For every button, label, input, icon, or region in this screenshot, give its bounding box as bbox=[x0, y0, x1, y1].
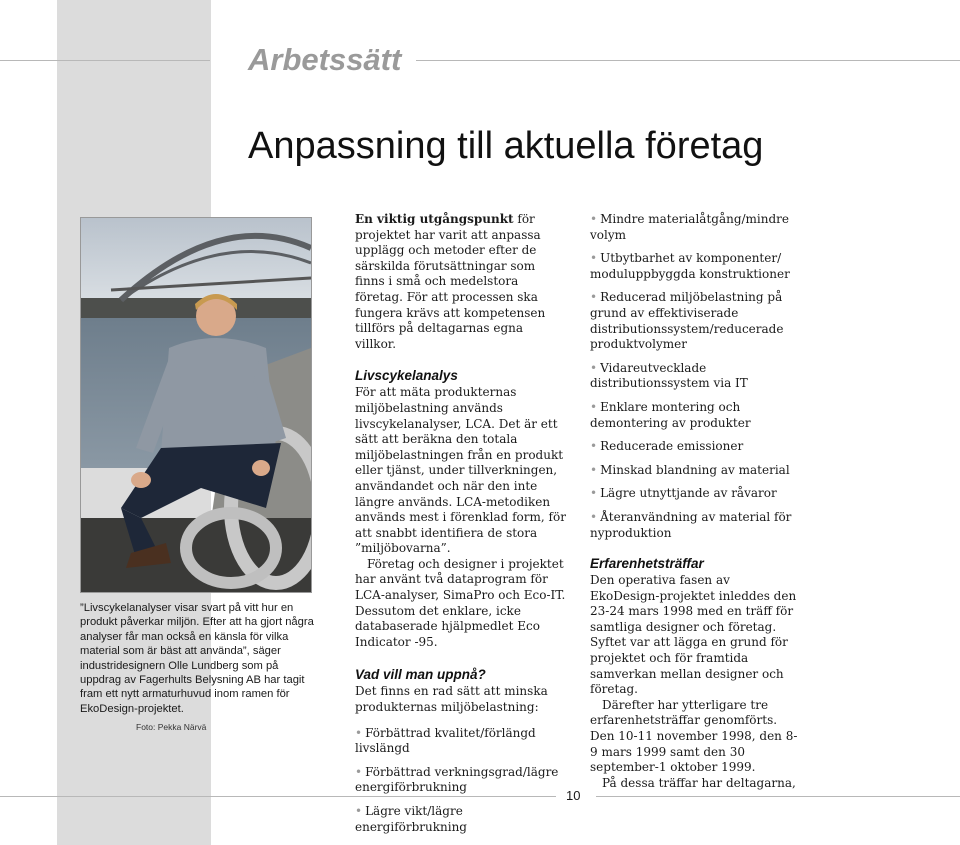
footer-rule-right bbox=[596, 796, 960, 797]
goal-bullet-list-continued bbox=[590, 212, 802, 541]
list-item: • Lägre utnyttjande av råvaror bbox=[590, 486, 777, 501]
bullet-dot-icon: • bbox=[590, 486, 598, 501]
list-item: • Utbytbarhet av komponenter/ moduluppbyggda konstruktioner bbox=[590, 251, 790, 281]
exp-paragraph-1: Den operativa fasen av EkoDesign-projektet inleddes den 23-24 mars 1998 med en träff för samtliga designer och företag. Syftet var att lägga en grund för projektet och för framtida samverkan mellan designer och företag. bbox=[590, 573, 797, 697]
text-column-middle bbox=[355, 212, 567, 843]
goal-bullet-list bbox=[355, 726, 567, 836]
footer-rule-left bbox=[0, 796, 556, 797]
list-item: • Reducerade emissioner bbox=[590, 439, 744, 454]
section-label: Arbetssätt bbox=[248, 42, 402, 77]
page-title: Anpassning till aktuella företag bbox=[248, 125, 764, 167]
bullet-dot-icon: • bbox=[590, 212, 598, 226]
photo-illustration bbox=[81, 218, 311, 592]
intro-paragraph bbox=[355, 212, 567, 352]
bullet-dot-icon: • bbox=[355, 804, 363, 818]
lca-paragraph-2: Företag och designer i projektet har använt två dataprogram för LCA-analyser, SimaPro och Eco-IT. Dessutom det enklare, icke databaserade hjälpmedlet Eco Indicator -95. bbox=[355, 556, 566, 649]
list-item: • Återanvändning av material för nyproduktion bbox=[590, 509, 792, 540]
list-item: • Förbättrad kvalitet/förlängd livslängd bbox=[355, 725, 536, 756]
bullet-dot-icon: • bbox=[355, 725, 363, 740]
bullet-dot-icon: • bbox=[355, 764, 363, 779]
photo-man-by-bridge bbox=[80, 217, 312, 593]
intro-lead: En viktig utgångspunkt bbox=[355, 212, 514, 226]
bullet-dot-icon: • bbox=[590, 399, 598, 414]
list-item: • Vidareutvecklade distributionssystem via IT bbox=[590, 360, 748, 391]
list-item: • Enklare montering och demontering av produkter bbox=[590, 399, 751, 430]
intro-rest: för projektet har varit att anpassa upplägg och metoder efter de särskilda förutsättningar som finns i små och medelstora företag. För att processen ska fungera krävs att kompetensen tillförs på deltagarnas egna villkor. bbox=[355, 212, 546, 351]
list-item: • Förbättrad verkningsgrad/lägre energiförbrukning bbox=[355, 764, 559, 795]
bullet-dot-icon: • bbox=[590, 509, 598, 524]
text-column-right bbox=[590, 212, 802, 791]
heading-livscykelanalys: Livscykelanalys bbox=[355, 368, 458, 384]
list-item: • Reducerad miljöbelastning på grund av effektiviserade distributionssystem/reducerade produktvolymer bbox=[590, 290, 784, 352]
bullet-dot-icon: • bbox=[590, 251, 598, 266]
bullet-dot-icon: • bbox=[590, 439, 598, 454]
list-item: • Mindre materialåtgång/mindre volym bbox=[590, 212, 790, 242]
bullet-dot-icon: • bbox=[590, 290, 598, 305]
list-item: • Lägre vikt/lägre energiförbrukning bbox=[355, 804, 467, 834]
heading-vad-vill-man: Vad vill man uppnå? bbox=[355, 667, 486, 683]
heading-erfarenhetstraffar: Erfarenhetsträffar bbox=[590, 556, 704, 572]
bullet-dot-icon: • bbox=[590, 360, 598, 375]
header-rule-right bbox=[416, 60, 960, 61]
exp-paragraph-3: På dessa träffar har deltagarna, bbox=[602, 775, 796, 790]
list-item: • Minskad blandning av material bbox=[590, 462, 790, 477]
lca-paragraph-1: För att mäta produkternas miljöbelastning används livscykelanalyser, LCA. Det är ett sätt att beräkna den totala miljöbelastningen från en produkt eller tjänst, under tillverkningen, användandet och när den inte längre används. LCA-metodiken används mest i förenklad form, för att snabbt identifiera de stora ”miljöbovarna”. bbox=[355, 385, 566, 556]
exp-paragraph-2: Därefter har ytterligare tre erfarenhetsträffar genomförts. Den 10-11 november 1998, den 8-9 mars 1999 samt den 30 september-1 oktober 1999. bbox=[590, 697, 798, 775]
bullet-dot-icon: • bbox=[590, 462, 598, 477]
goal-paragraph: Det finns en rad sätt att minska produkternas miljöbelastning: bbox=[355, 684, 548, 715]
photo-caption: ”Livscykelanalyser visar svart på vitt hur en produkt påverkar miljön. Efter att ha gjort några analyser får man också en känsla för vilka material som är bäst att använda”, säger industridesignern Olle Lundberg som på uppdrag av Fagerhults Belysning AB har tagit fram ett nytt armaturhuvud inom ramen för EkoDesign-projektet. bbox=[80, 602, 314, 715]
header-rule-left bbox=[0, 60, 210, 61]
page-number: 10 bbox=[566, 788, 581, 803]
photo-credit: Foto: Pekka Närvä bbox=[136, 722, 207, 732]
